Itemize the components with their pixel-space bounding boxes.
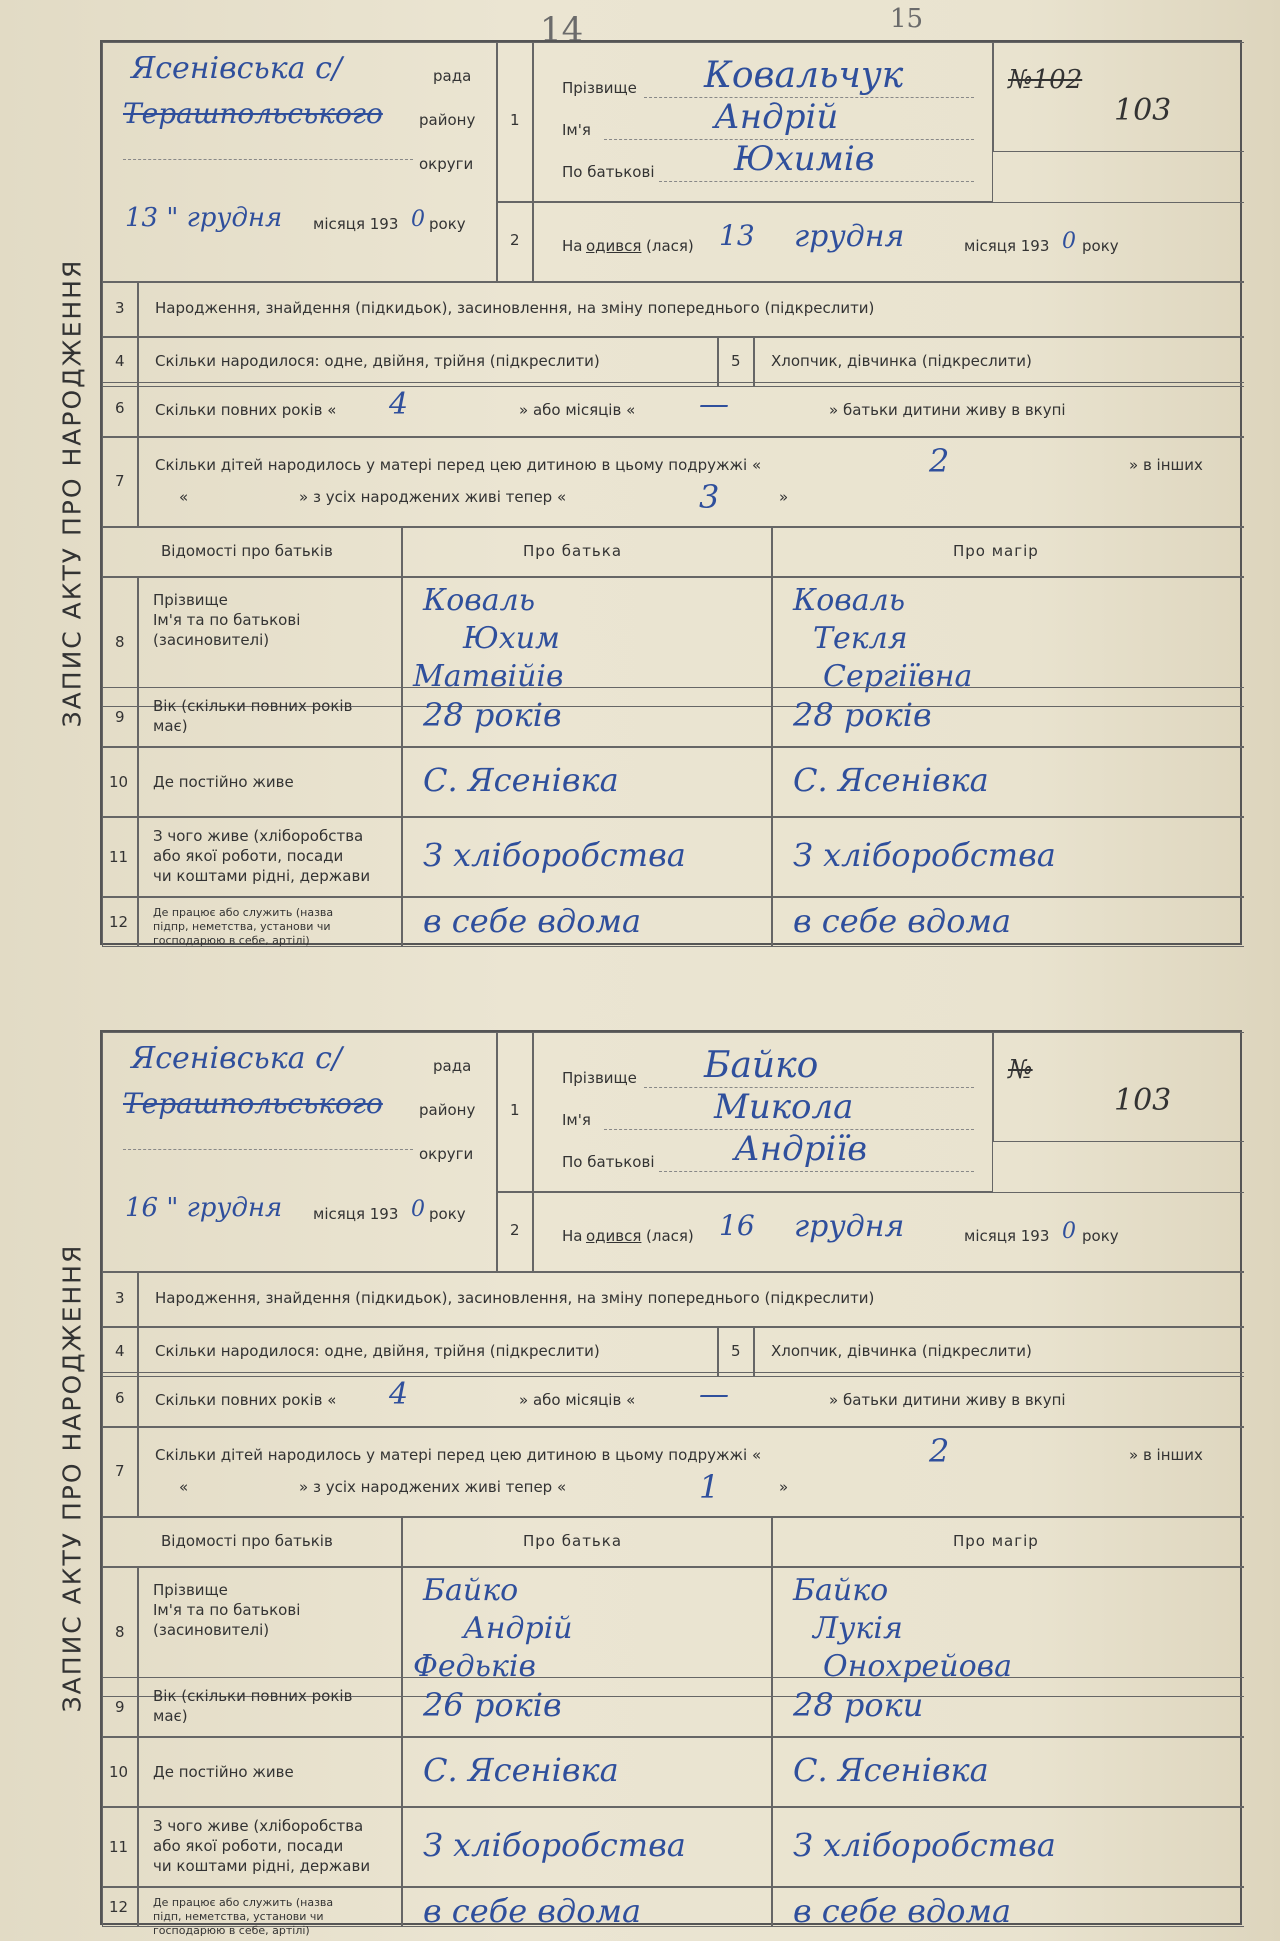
field-num-8: 8 xyxy=(102,577,138,707)
row12-label-line: господарюю в себе, артілі) xyxy=(153,1924,310,1937)
record-vertical-title: ЗАПИС АКТУ ПРО НАРОДЖЕННЯ xyxy=(57,258,87,727)
patronymic-label: По батькові xyxy=(562,1153,655,1171)
child-name: Андрій xyxy=(714,97,839,137)
record-number-old: № xyxy=(1008,1055,1033,1085)
together-text-1: Скільки повних років « xyxy=(155,1391,337,1409)
row-sex xyxy=(754,337,1244,387)
mother-row10-value: С. Ясенівка xyxy=(793,1751,989,1789)
row12-label-line: підпр, неметства, установи чи xyxy=(153,920,331,933)
parents-header-father: Про батька xyxy=(402,1517,772,1567)
row9-label-line: Вік (скільки повних років xyxy=(153,697,353,715)
row8-label-line: Прізвище xyxy=(153,1581,228,1599)
field-num-9: 9 xyxy=(102,1677,138,1737)
header-left xyxy=(102,42,497,282)
row9-label-line: Вік (скільки повних років xyxy=(153,1687,353,1705)
father-row11-value: З хліборобства xyxy=(423,836,686,874)
row11-father-cell xyxy=(402,1807,772,1887)
month-label: місяця 193 xyxy=(313,1205,399,1223)
raion-handwritten: Терашпольського xyxy=(123,97,383,130)
row12-mother-cell xyxy=(772,1887,1244,1930)
child-name-block xyxy=(533,42,993,202)
born-suffix: (лася) xyxy=(646,237,694,255)
field-num-4: 4 xyxy=(102,337,138,387)
record-number-box xyxy=(993,1032,1244,1142)
row12-label-line: Де працює або служить (назва xyxy=(153,1896,334,1909)
together-years: 4 xyxy=(389,1377,409,1412)
born-suffix: (лася) xyxy=(646,1227,694,1245)
birth-year-label: року xyxy=(1082,237,1119,255)
row9-mother-cell xyxy=(772,1677,1244,1737)
name-label: Ім'я xyxy=(562,121,591,139)
raion-handwritten: Терашпольського xyxy=(123,1087,383,1120)
field-num-3: 3 xyxy=(102,1272,138,1327)
birth-count-text: Скільки народилося: одне, двійня, трійня (підкреслити) xyxy=(155,352,600,370)
birth-month-label: місяця 193 xyxy=(964,237,1050,255)
mother-name-part: Коваль xyxy=(793,583,906,618)
record-form xyxy=(100,1030,1242,1937)
row8-label-line: Ім'я та по батькові xyxy=(153,611,301,629)
row8-label-line: (засиновителі) xyxy=(153,631,270,649)
father-row12-value: в себе вдома xyxy=(423,902,642,940)
raion-label: району xyxy=(419,1101,476,1119)
row11-label-line: або якої роботи, посади xyxy=(153,847,344,865)
field-num-12: 12 xyxy=(102,897,138,947)
field-num-10: 10 xyxy=(102,1737,138,1807)
row-children-count xyxy=(138,1427,1244,1517)
record-number-old: №102 xyxy=(1008,65,1083,95)
birth-type-text: Народження, знайдення (підкидьок), засиновлення, на зміну попереднього (підкреслити) xyxy=(155,299,875,317)
registration-date-handwritten: 13 " грудня xyxy=(125,203,283,233)
row11-label-line: З чого живе (хліборобства xyxy=(153,827,364,845)
child-name: Микола xyxy=(714,1087,854,1127)
okruha-label: округи xyxy=(419,155,474,173)
children-alive: 1 xyxy=(699,1468,720,1506)
page-number-stamp: 15 xyxy=(890,4,924,34)
row9-father-cell xyxy=(402,1677,772,1737)
row11-label-cell xyxy=(138,817,402,897)
field-num-5: 5 xyxy=(718,1327,754,1377)
children-text-5: » xyxy=(779,488,789,506)
birth-record xyxy=(36,1030,1242,1937)
patronymic-label: По батькові xyxy=(562,163,655,181)
children-text-1: Скільки дітей народилось у матері перед цею дитиною в цьому подружжі « xyxy=(155,1446,762,1464)
surname-label: Прізвище xyxy=(562,79,637,97)
row12-label-cell xyxy=(138,1887,402,1937)
field-num-2: 2 xyxy=(497,202,533,282)
row10-father-cell xyxy=(402,747,772,817)
father-row12-value: в себе вдома xyxy=(423,1892,642,1930)
father-name-part: Байко xyxy=(423,1573,519,1608)
parents-header-mother: Про магір xyxy=(772,527,1244,577)
father-name-part: Юхим xyxy=(463,621,560,656)
field-num-6: 6 xyxy=(102,1372,138,1427)
registration-date-handwritten: 16 " грудня xyxy=(125,1193,283,1223)
birth-date-block xyxy=(533,1192,1244,1272)
sex-text: Хлопчик, дівчинка (підкреслити) xyxy=(771,1342,1032,1360)
name-label: Ім'я xyxy=(562,1111,591,1129)
rada-handwritten: Ясенівська с/ xyxy=(131,51,342,86)
mother-row9-value: 28 роки xyxy=(793,1686,924,1724)
field-num-3: 3 xyxy=(102,282,138,337)
birth-count-text: Скільки народилося: одне, двійня, трійня (підкреслити) xyxy=(155,1342,600,1360)
row10-father-cell xyxy=(402,1737,772,1807)
children-count: 2 xyxy=(929,1432,950,1470)
child-surname: Ковальчук xyxy=(704,55,904,96)
birth-month: грудня xyxy=(794,1209,905,1244)
row12-father-cell xyxy=(402,897,772,947)
children-text-2: » в інших xyxy=(1129,456,1203,474)
field-num-12: 12 xyxy=(102,1887,138,1927)
rada-label: рада xyxy=(433,67,472,85)
birth-record xyxy=(36,40,1242,945)
row10-label: Де постійно живе xyxy=(153,773,294,791)
field-num-11: 11 xyxy=(102,817,138,897)
record-number: 103 xyxy=(1114,1083,1172,1118)
born-label: На xyxy=(562,1227,583,1245)
father-name-part: Федьків xyxy=(413,1649,536,1684)
row12-label-line: підп, неметства, установи чи xyxy=(153,1910,324,1923)
header-left xyxy=(102,1032,497,1272)
parents-header-info: Відомості про батьків xyxy=(102,1517,402,1567)
row8-label-line: Ім'я та по батькові xyxy=(153,1601,301,1619)
row12-label-line: господарюю в себе, артілі) xyxy=(153,934,310,947)
mother-name-part: Лукія xyxy=(813,1611,903,1646)
row-birth-count xyxy=(138,337,718,387)
row11-label-cell xyxy=(138,1807,402,1887)
together-months: — xyxy=(699,387,729,422)
together-years: 4 xyxy=(389,387,409,422)
record-number-box xyxy=(993,42,1244,152)
row11-mother-cell xyxy=(772,817,1244,897)
row-parents-together xyxy=(138,382,1244,437)
mother-name-part: Текля xyxy=(813,621,908,656)
children-alive: 3 xyxy=(699,478,720,516)
row10-label-cell xyxy=(138,747,402,817)
row11-label-line: або якої роботи, посади xyxy=(153,1837,344,1855)
row9-father-cell xyxy=(402,687,772,747)
together-months: — xyxy=(699,1377,729,1412)
children-text-2: » в інших xyxy=(1129,1446,1203,1464)
year-label: року xyxy=(429,1205,466,1223)
mother-name-part: Сергіївна xyxy=(823,659,973,694)
row12-label-line: Де працює або служить (назва xyxy=(153,906,334,919)
father-name-part: Андрій xyxy=(463,1611,573,1646)
field-num-4: 4 xyxy=(102,1327,138,1377)
birth-year-label: року xyxy=(1082,1227,1119,1245)
field-num-5: 5 xyxy=(718,337,754,387)
mother-row12-value: в себе вдома xyxy=(793,1892,1012,1930)
month-label: місяця 193 xyxy=(313,215,399,233)
row10-mother-cell xyxy=(772,747,1244,817)
field-num-2: 2 xyxy=(497,1192,533,1272)
row9-label-line: має) xyxy=(153,717,188,735)
parents-header-mother: Про магір xyxy=(772,1517,1244,1567)
year-label: року xyxy=(429,215,466,233)
rada-label: рада xyxy=(433,1057,472,1075)
year-digit: 0 xyxy=(411,207,425,232)
rada-handwritten: Ясенівська с/ xyxy=(131,1041,342,1076)
record-form xyxy=(100,40,1242,945)
together-text-1: Скільки повних років « xyxy=(155,401,337,419)
birth-date-block xyxy=(533,202,1244,282)
sex-text: Хлопчик, дівчинка (підкреслити) xyxy=(771,352,1032,370)
birth-type-text: Народження, знайдення (підкидьок), засиновлення, на зміну попереднього (підкреслити) xyxy=(155,1289,875,1307)
born-word: одився xyxy=(586,1227,642,1245)
row-birth-count xyxy=(138,1327,718,1377)
birth-day: 16 xyxy=(719,1209,755,1242)
surname-label: Прізвище xyxy=(562,1069,637,1087)
row9-label-line: має) xyxy=(153,1707,188,1725)
born-label: На xyxy=(562,237,583,255)
children-count: 2 xyxy=(929,442,950,480)
row12-father-cell xyxy=(402,1887,772,1930)
raion-label: району xyxy=(419,111,476,129)
row9-label-cell xyxy=(138,687,402,747)
mother-name-part: Онохрейова xyxy=(823,1649,1013,1684)
row-birth-type xyxy=(138,1272,1244,1327)
father-row10-value: С. Ясенівка xyxy=(423,761,619,799)
children-text-3: « xyxy=(179,488,189,506)
birth-day: 13 xyxy=(719,219,755,252)
mother-row12-value: в себе вдома xyxy=(793,902,1012,940)
father-row10-value: С. Ясенівка xyxy=(423,1751,619,1789)
field-num-8: 8 xyxy=(102,1567,138,1697)
father-row11-value: З хліборобства xyxy=(423,1826,686,1864)
mother-name-part: Байко xyxy=(793,1573,889,1608)
children-text-5: » xyxy=(779,1478,789,1496)
row10-label: Де постійно живе xyxy=(153,1763,294,1781)
record-vertical-title: ЗАПИС АКТУ ПРО НАРОДЖЕННЯ xyxy=(57,1243,87,1712)
mother-row11-value: З хліборобства xyxy=(793,1826,1056,1864)
field-num-10: 10 xyxy=(102,747,138,817)
row-parents-together xyxy=(138,1372,1244,1427)
parents-header-father: Про батька xyxy=(402,527,772,577)
row10-mother-cell xyxy=(772,1737,1244,1807)
field-num-7: 7 xyxy=(102,1427,138,1517)
child-name-block xyxy=(533,1032,993,1192)
year-digit: 0 xyxy=(411,1197,425,1222)
child-patronymic: Юхимів xyxy=(734,139,875,179)
row12-mother-cell xyxy=(772,897,1244,947)
birth-month: грудня xyxy=(794,219,905,254)
row12-label-cell xyxy=(138,897,402,947)
row8-label-line: (засиновителі) xyxy=(153,1621,270,1639)
row11-mother-cell xyxy=(772,1807,1244,1887)
together-text-3: » батьки дитини живу в вкупі xyxy=(829,1391,1066,1409)
record-number: 103 xyxy=(1114,93,1172,128)
children-text-1: Скільки дітей народилось у матері перед цею дитиною в цьому подружжі « xyxy=(155,456,762,474)
row-children-count xyxy=(138,437,1244,527)
children-text-4: » з усіх народжених живі тепер « xyxy=(299,488,567,506)
page-number-handwritten: 14 xyxy=(540,10,584,50)
birth-month-label: місяця 193 xyxy=(964,1227,1050,1245)
okruha-label: округи xyxy=(419,1145,474,1163)
row11-father-cell xyxy=(402,817,772,897)
row11-label-line: чи коштами рідні, держави xyxy=(153,1857,371,1875)
mother-row10-value: С. Ясенівка xyxy=(793,761,989,799)
field-num-7: 7 xyxy=(102,437,138,527)
father-name-part: Матвійів xyxy=(413,659,564,694)
row-sex xyxy=(754,1327,1244,1377)
father-row9-value: 26 років xyxy=(423,1686,562,1724)
field-num-11: 11 xyxy=(102,1807,138,1887)
child-patronymic: Андріїв xyxy=(734,1129,867,1169)
birth-year-digit: 0 xyxy=(1062,229,1076,254)
together-text-2: » або місяців « xyxy=(519,401,636,419)
mother-row9-value: 28 років xyxy=(793,696,932,734)
field-num-1: 1 xyxy=(497,42,533,202)
row8-label-line: Прізвище xyxy=(153,591,228,609)
mother-row11-value: З хліборобства xyxy=(793,836,1056,874)
children-text-3: « xyxy=(179,1478,189,1496)
together-text-3: » батьки дитини живу в вкупі xyxy=(829,401,1066,419)
row11-label-line: чи коштами рідні, держави xyxy=(153,867,371,885)
field-num-1: 1 xyxy=(497,1032,533,1192)
born-word: одився xyxy=(586,237,642,255)
father-name-part: Коваль xyxy=(423,583,536,618)
row11-label-line: З чого живе (хліборобства xyxy=(153,1817,364,1835)
father-row9-value: 28 років xyxy=(423,696,562,734)
children-text-4: » з усіх народжених живі тепер « xyxy=(299,1478,567,1496)
row9-label-cell xyxy=(138,1677,402,1737)
field-num-6: 6 xyxy=(102,382,138,437)
row10-label-cell xyxy=(138,1737,402,1807)
field-num-9: 9 xyxy=(102,687,138,747)
child-surname: Байко xyxy=(704,1045,819,1086)
row9-mother-cell xyxy=(772,687,1244,747)
birth-year-digit: 0 xyxy=(1062,1219,1076,1244)
row-birth-type xyxy=(138,282,1244,337)
together-text-2: » або місяців « xyxy=(519,1391,636,1409)
parents-header-info: Відомості про батьків xyxy=(102,527,402,577)
